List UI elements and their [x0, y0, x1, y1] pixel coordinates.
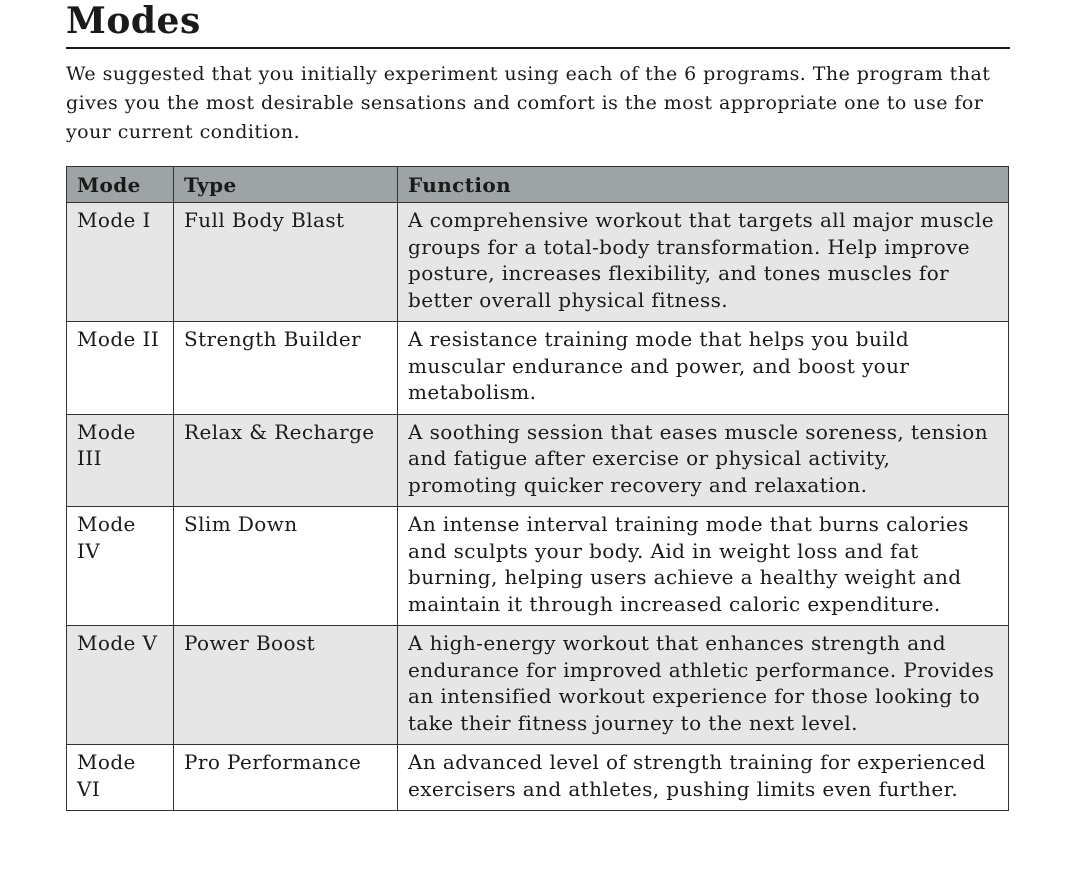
page-title: Modes	[66, 0, 201, 42]
header-function: Function	[398, 167, 1009, 203]
function-cell: A resistance training mode that helps you build muscular endurance and power, and boost your metabolism.	[398, 322, 1009, 415]
type-cell: Strength Builder	[174, 322, 398, 415]
table-row	[67, 322, 1009, 415]
mode-cell: Mode IV	[67, 507, 174, 626]
type-cell: Slim Down	[174, 507, 398, 626]
mode-cell: Mode I	[67, 203, 174, 322]
table-row	[67, 414, 1009, 507]
document-page	[66, 0, 1010, 811]
mode-cell: Mode II	[67, 322, 174, 415]
function-cell: A high-energy workout that enhances strength and endurance for improved athletic performance. Provides an intensified workout experience for those looking to take their fitness journey to the next level.	[398, 626, 1009, 745]
function-cell: An advanced level of strength training for experienced exercisers and athletes, pushing limits even further.	[398, 745, 1009, 811]
mode-cell: Mode V	[67, 626, 174, 745]
type-cell: Power Boost	[174, 626, 398, 745]
table-row	[67, 507, 1009, 626]
type-cell: Pro Performance	[174, 745, 398, 811]
table-header-row	[67, 167, 1009, 203]
header-type: Type	[174, 167, 398, 203]
table-row	[67, 626, 1009, 745]
header-mode: Mode	[67, 167, 174, 203]
mode-cell: Mode VI	[67, 745, 174, 811]
function-cell: A comprehensive workout that targets all major muscle groups for a total-body transformation. Help improve posture, increases flexibility, and tones muscles for better overall physical fitness.	[398, 203, 1009, 322]
function-cell: A soothing session that eases muscle soreness, tension and fatigue after exercise or physical activity, promoting quicker recovery and relaxation.	[398, 414, 1009, 507]
table-row	[67, 745, 1009, 811]
mode-cell: Mode III	[67, 414, 174, 507]
type-cell: Full Body Blast	[174, 203, 398, 322]
intro-paragraph: We suggested that you initially experiment using each of the 6 programs. The program that gives you the most desirable sensations and comfort is the most appropriate one to use for your current condition.	[66, 63, 991, 143]
type-cell: Relax & Recharge	[174, 414, 398, 507]
function-cell: An intense interval training mode that burns calories and sculpts your body. Aid in weight loss and fat burning, helping users achieve a healthy weight and maintain it through increased caloric expenditure.	[398, 507, 1009, 626]
title-divider	[66, 47, 1010, 49]
table-row	[67, 203, 1009, 322]
modes-table	[66, 166, 1009, 811]
